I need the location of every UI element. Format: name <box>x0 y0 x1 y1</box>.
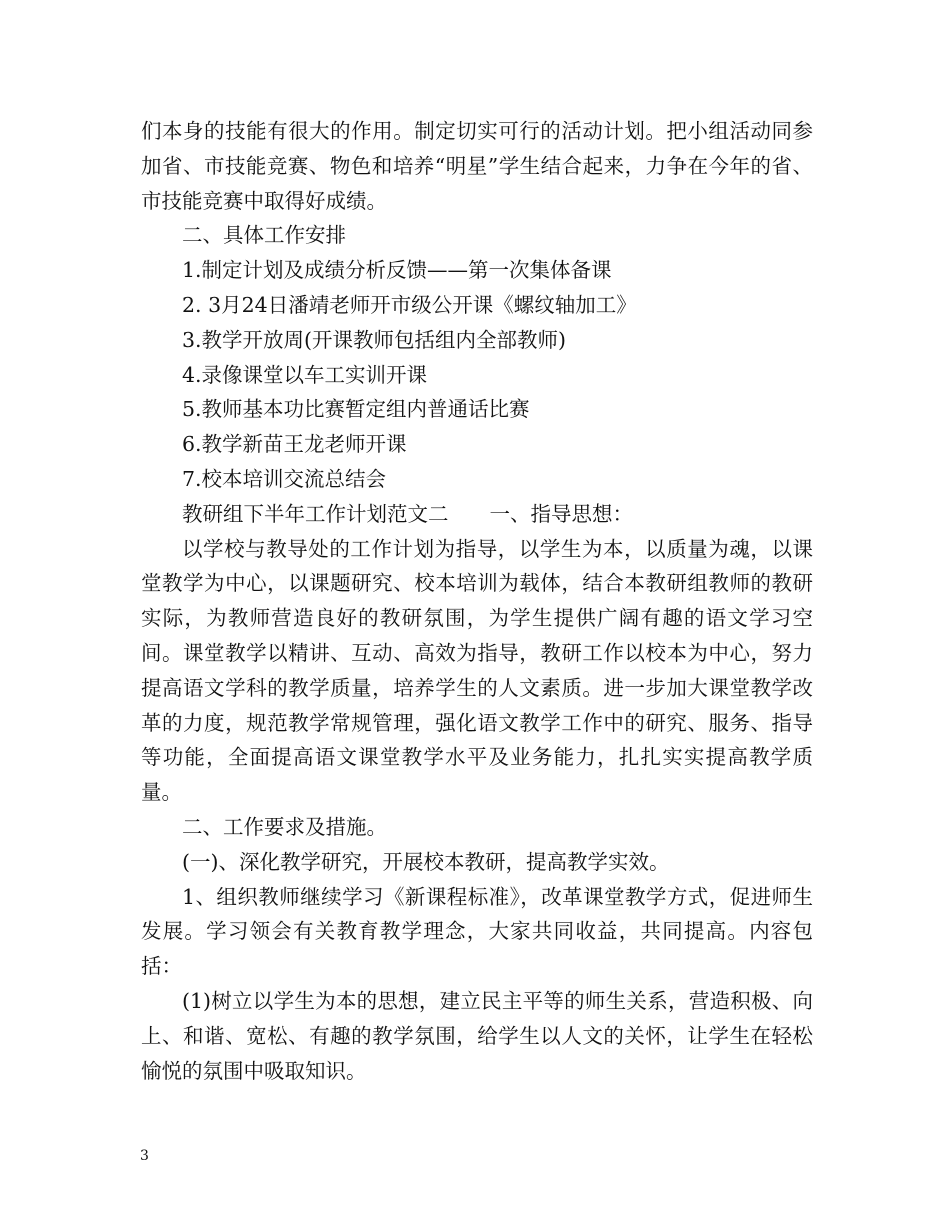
list-item-3: 3.教学开放周(开课教师包括组内全部教师) <box>182 327 567 352</box>
list-item-1: 1.制定计划及成绩分析反馈——第一次集体备课 <box>182 258 612 283</box>
paragraph-guiding-thought: 以学校与教导处的工作计划为指导，以学生为本，以质量为魂，以课堂教学为中心，以课题研究、校本培训为载体，结合本教研组教师的教研实际，为教师营造良好的教研氛围，为学生提供广阔有趣的语文学习空间。课堂教学以精讲、互动、高效为指导，教研工作以校本为中心，努力提高语文学科的教学质量，培养学生的人文素质。进一步加大课堂教学改革的力度，规范教学常规管理，强化语文教学工作中的研究、服务、指导等功能，全面提高语文课堂教学水平及业务能力，扎扎实实提高教学质量。 <box>141 536 813 805</box>
section-heading-work-arrangement: 二、具体工作安排 <box>182 223 346 248</box>
list-item-6: 6.教学新苗王龙老师开课 <box>182 432 407 457</box>
paragraph-study-standards: 1、组织教师继续学习《新课程标准》，改革课堂教学方式，促进师生发展。学习领会有关教育教学理念，大家共同收益，共同提高。内容包括： <box>141 884 813 979</box>
list-item-4: 4.录像课堂以车工实训开课 <box>182 362 428 387</box>
list-item-5: 5.教师基本功比赛暂定组内普通话比赛 <box>182 397 530 422</box>
page-number: 3 <box>140 1148 149 1164</box>
document-body <box>141 114 813 1088</box>
list-item-7: 7.校本培训交流总结会 <box>182 466 387 491</box>
list-item-2: 2. 3月24日潘靖老师开市级公开课《螺纹轴加工》 <box>182 292 637 317</box>
section-heading-guiding-thought: 教研组下半年工作计划范文二 一、指导思想： <box>182 501 633 526</box>
section-heading-requirements: 二、工作要求及措施。 <box>182 814 387 839</box>
paragraph-1: 们本身的技能有很大的作用。制定切实可行的活动计划。把小组活动同参加省、市技能竞赛、物色和培养“明星”学生结合起来，力争在今年的省、市技能竞赛中取得好成绩。 <box>141 119 813 213</box>
subsection-heading-1: (一)、深化教学研究，开展校本教研，提高教学实效。 <box>182 849 670 874</box>
paragraph-student-centered: (1)树立以学生为本的思想，建立民主平等的师生关系，营造积极、向上、和谐、宽松、有趣的教学氛围，给学生以人文的关怀，让学生在轻松愉悦的氛围中吸取知识。 <box>141 988 813 1083</box>
